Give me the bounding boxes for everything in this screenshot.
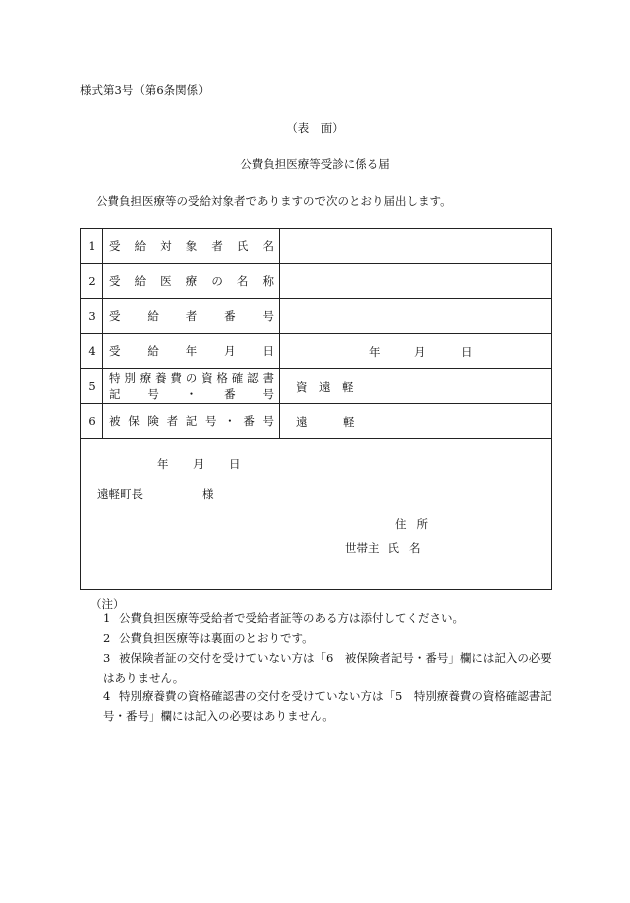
recipient-number-field[interactable] xyxy=(281,300,551,332)
note-item: 4 特別療養費の資格確認書の交付を受けていない方は「5 特別療養費の資格確認書記号・番号」欄には記入の必要はありません。 xyxy=(103,689,552,723)
form-table xyxy=(80,228,552,590)
row-label-special-care-cert: 特 別 療 養 費 の 資 格 確 認 書 記 号 ・ 番 号 xyxy=(109,371,274,401)
note-item: 3 被保険者証の交付を受けていない方は「6 被保険者記号・番号」欄には記入の必要はありません。 xyxy=(103,651,552,685)
date-month: 月 xyxy=(193,457,205,471)
householder-label: 世帯主 氏 名 xyxy=(345,541,421,555)
note-item: 1 公費負担医療等受給者で受給者証等のある方は添付してください。 xyxy=(103,611,464,625)
document-title: 公費負担医療等受診に係る届 xyxy=(240,157,390,171)
date-year: 年 xyxy=(157,457,169,471)
honorific: 様 xyxy=(202,487,214,501)
row-number: 3 xyxy=(88,309,96,323)
addressee: 遠軽町長 xyxy=(97,487,143,501)
signature-area[interactable] xyxy=(81,439,551,589)
row-number: 6 xyxy=(88,414,96,428)
note-item: 2 公費負担医療等は裏面のとおりです。 xyxy=(103,631,314,645)
recipient-date-field[interactable] xyxy=(281,335,551,367)
address-label: 住 所 xyxy=(395,517,428,531)
row-label-insured-number: 被 保 険 者 記 号 ・ 番 号 xyxy=(109,414,274,428)
row-label-recipient-date: 受 給 年 月 日 xyxy=(109,344,274,358)
form-number: 様式第3号（第6条関係） xyxy=(80,83,210,97)
date-day: 日 xyxy=(461,345,473,359)
medical-name-field[interactable] xyxy=(281,265,551,297)
row-number: 5 xyxy=(88,379,96,393)
notes-heading: （注） xyxy=(90,597,125,611)
date-year: 年 xyxy=(369,345,381,359)
date-month: 月 xyxy=(414,345,426,359)
row-label-recipient-number: 受 給 者 番 号 xyxy=(109,309,274,323)
special-care-cert-field[interactable]: 資 遠 軽 xyxy=(296,380,354,394)
row-number: 1 xyxy=(88,239,96,253)
intro-text: 公費負担医療等の受給対象者でありますので次のとおり届出します。 xyxy=(96,194,452,208)
row-label-recipient-name: 受 給 対 象 者 氏 名 xyxy=(109,239,274,253)
row-number: 2 xyxy=(88,274,96,288)
date-day: 日 xyxy=(229,457,241,471)
recipient-name-field[interactable] xyxy=(281,230,551,262)
row-number: 4 xyxy=(88,344,96,358)
insured-number-field[interactable]: 遠 軽 xyxy=(296,415,355,429)
label-col-divider xyxy=(279,229,280,438)
row-label-medical-name: 受 給 医 療 の 名 称 xyxy=(109,274,274,288)
side-label: （表 面） xyxy=(286,121,344,135)
